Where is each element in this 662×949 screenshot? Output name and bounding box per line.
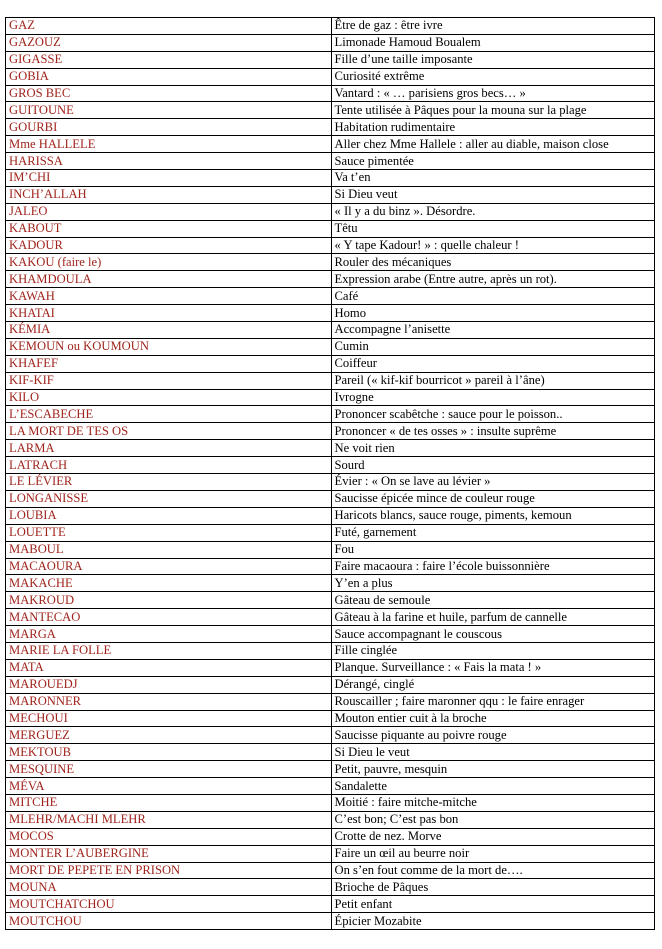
table-row bbox=[6, 254, 655, 271]
term-cell: LOUBIA bbox=[6, 507, 332, 524]
table-row bbox=[6, 288, 655, 305]
term-cell: MARIE LA FOLLE bbox=[6, 642, 332, 659]
definition-cell: Rouler des mécaniques bbox=[331, 254, 655, 271]
table-row bbox=[6, 811, 655, 828]
term-cell: GOURBI bbox=[6, 119, 332, 136]
table-row bbox=[6, 879, 655, 896]
table-row bbox=[6, 693, 655, 710]
term-cell: KAKOU (faire le) bbox=[6, 254, 332, 271]
table-row bbox=[6, 794, 655, 811]
definition-cell: Rouscailler ; faire maronner qqu : le faire enrager bbox=[331, 693, 655, 710]
definition-cell: Fou bbox=[331, 541, 655, 558]
definition-cell: Petit, pauvre, mesquin bbox=[331, 761, 655, 778]
definition-cell: Accompagne l’anisette bbox=[331, 322, 655, 339]
term-cell: GOBIA bbox=[6, 68, 332, 85]
definition-cell: Crotte de nez. Morve bbox=[331, 828, 655, 845]
table-row bbox=[6, 389, 655, 406]
definition-cell: Ivrogne bbox=[331, 389, 655, 406]
table-row bbox=[6, 761, 655, 778]
table-row bbox=[6, 51, 655, 68]
table-row bbox=[6, 322, 655, 339]
term-cell: KADOUR bbox=[6, 237, 332, 254]
definition-cell: C’est bon; C’est pas bon bbox=[331, 811, 655, 828]
definition-cell: Si Dieu le veut bbox=[331, 744, 655, 761]
term-cell: KÉMIA bbox=[6, 322, 332, 339]
term-cell: KAWAH bbox=[6, 288, 332, 305]
table-row bbox=[6, 355, 655, 372]
table-row bbox=[6, 119, 655, 136]
definition-cell: Faire macaoura : faire l’école buissonnière bbox=[331, 558, 655, 575]
table-row bbox=[6, 507, 655, 524]
table-row bbox=[6, 862, 655, 879]
term-cell: MAKACHE bbox=[6, 575, 332, 592]
definition-cell: Faire un œil au beurre noir bbox=[331, 845, 655, 862]
table-row bbox=[6, 220, 655, 237]
term-cell: GIGASSE bbox=[6, 51, 332, 68]
table-row bbox=[6, 609, 655, 626]
term-cell: KABOUT bbox=[6, 220, 332, 237]
term-cell: KIF-KIF bbox=[6, 372, 332, 389]
table-row bbox=[6, 626, 655, 643]
table-row bbox=[6, 237, 655, 254]
definition-cell: Futé, garnement bbox=[331, 524, 655, 541]
term-cell: MARGA bbox=[6, 626, 332, 643]
term-cell: LONGANISSE bbox=[6, 490, 332, 507]
table-row bbox=[6, 34, 655, 51]
definition-cell: Prononcer scabêtche : sauce pour le poisson.. bbox=[331, 406, 655, 423]
definition-cell: Brioche de Pâques bbox=[331, 879, 655, 896]
glossary-body bbox=[6, 18, 655, 930]
table-row bbox=[6, 406, 655, 423]
table-row bbox=[6, 744, 655, 761]
definition-cell: Épicier Mozabite bbox=[331, 913, 655, 930]
definition-cell: Café bbox=[331, 288, 655, 305]
definition-cell: On s’en fout comme de la mort de…. bbox=[331, 862, 655, 879]
definition-cell: Pareil (« kif-kif bourricot » pareil à l’âne) bbox=[331, 372, 655, 389]
table-row bbox=[6, 474, 655, 491]
table-row bbox=[6, 186, 655, 203]
table-row bbox=[6, 440, 655, 457]
term-cell: MARONNER bbox=[6, 693, 332, 710]
term-cell: GROS BEC bbox=[6, 85, 332, 102]
definition-cell: Haricots blancs, sauce rouge, piments, kemoun bbox=[331, 507, 655, 524]
term-cell: MOCOS bbox=[6, 828, 332, 845]
term-cell: LATRACH bbox=[6, 457, 332, 474]
table-row bbox=[6, 423, 655, 440]
definition-cell: Prononcer « de tes osses » : insulte suprême bbox=[331, 423, 655, 440]
table-row bbox=[6, 913, 655, 930]
term-cell: MAKROUD bbox=[6, 592, 332, 609]
term-cell: MORT DE PEPETE EN PRISON bbox=[6, 862, 332, 879]
term-cell: GUITOUNE bbox=[6, 102, 332, 119]
term-cell: KILO bbox=[6, 389, 332, 406]
definition-cell: Curiosité extrême bbox=[331, 68, 655, 85]
table-row bbox=[6, 305, 655, 322]
definition-cell: Habitation rudimentaire bbox=[331, 119, 655, 136]
definition-cell: Fille cinglée bbox=[331, 642, 655, 659]
term-cell: GAZ bbox=[6, 18, 332, 35]
definition-cell: Être de gaz : être ivre bbox=[331, 18, 655, 35]
definition-cell: Tente utilisée à Pâques pour la mouna sur la plage bbox=[331, 102, 655, 119]
term-cell: INCH’ALLAH bbox=[6, 186, 332, 203]
term-cell: KHAMDOULA bbox=[6, 271, 332, 288]
table-row bbox=[6, 170, 655, 187]
term-cell: MERGUEZ bbox=[6, 727, 332, 744]
table-row bbox=[6, 203, 655, 220]
table-row bbox=[6, 457, 655, 474]
definition-cell: Vantard : « … parisiens gros becs… » bbox=[331, 85, 655, 102]
definition-cell: Planque. Surveillance : « Fais la mata ! » bbox=[331, 659, 655, 676]
definition-cell: Expression arabe (Entre autre, après un rot). bbox=[331, 271, 655, 288]
term-cell: MEKTOUB bbox=[6, 744, 332, 761]
table-row bbox=[6, 271, 655, 288]
definition-cell: Dérangé, cinglé bbox=[331, 676, 655, 693]
term-cell: Mme HALLELE bbox=[6, 136, 332, 153]
definition-cell: Limonade Hamoud Boualem bbox=[331, 34, 655, 51]
definition-cell: Saucisse épicée mince de couleur rouge bbox=[331, 490, 655, 507]
table-row bbox=[6, 845, 655, 862]
term-cell: MOUTCHOU bbox=[6, 913, 332, 930]
definition-cell: Gâteau à la farine et huile, parfum de cannelle bbox=[331, 609, 655, 626]
table-row bbox=[6, 541, 655, 558]
definition-cell: Sauce accompagnant le couscous bbox=[331, 626, 655, 643]
definition-cell: Y’en a plus bbox=[331, 575, 655, 592]
term-cell: IM’CHI bbox=[6, 170, 332, 187]
term-cell: LE LÉVIER bbox=[6, 474, 332, 491]
table-row bbox=[6, 136, 655, 153]
definition-cell: Mouton entier cuit à la broche bbox=[331, 710, 655, 727]
definition-cell: « Il y a du binz ». Désordre. bbox=[331, 203, 655, 220]
term-cell: GAZOUZ bbox=[6, 34, 332, 51]
definition-cell: Sourd bbox=[331, 457, 655, 474]
term-cell: LA MORT DE TES OS bbox=[6, 423, 332, 440]
definition-cell: Moitié : faire mitche-mitche bbox=[331, 794, 655, 811]
table-row bbox=[6, 828, 655, 845]
table-row bbox=[6, 85, 655, 102]
definition-cell: Va t’en bbox=[331, 170, 655, 187]
table-row bbox=[6, 642, 655, 659]
term-cell: KHATAI bbox=[6, 305, 332, 322]
definition-cell: Aller chez Mme Hallele : aller au diable, maison close bbox=[331, 136, 655, 153]
definition-cell: Sauce pimentée bbox=[331, 153, 655, 170]
table-row bbox=[6, 592, 655, 609]
term-cell: L’ESCABECHE bbox=[6, 406, 332, 423]
definition-cell: « Y tape Kadour! » : quelle chaleur ! bbox=[331, 237, 655, 254]
table-row bbox=[6, 659, 655, 676]
term-cell: JALEO bbox=[6, 203, 332, 220]
table-row bbox=[6, 575, 655, 592]
definition-cell: Coiffeur bbox=[331, 355, 655, 372]
table-row bbox=[6, 372, 655, 389]
definition-cell: Têtu bbox=[331, 220, 655, 237]
term-cell: LARMA bbox=[6, 440, 332, 457]
term-cell: MECHOUI bbox=[6, 710, 332, 727]
term-cell: MONTER L’AUBERGINE bbox=[6, 845, 332, 862]
term-cell: MESQUINE bbox=[6, 761, 332, 778]
term-cell: MANTECAO bbox=[6, 609, 332, 626]
term-cell: MLEHR/MACHI MLEHR bbox=[6, 811, 332, 828]
table-row bbox=[6, 338, 655, 355]
definition-cell: Ne voit rien bbox=[331, 440, 655, 457]
table-row bbox=[6, 18, 655, 35]
table-row bbox=[6, 710, 655, 727]
table-row bbox=[6, 490, 655, 507]
term-cell: MÉVA bbox=[6, 778, 332, 795]
term-cell: MITCHE bbox=[6, 794, 332, 811]
definition-cell: Fille d’une taille imposante bbox=[331, 51, 655, 68]
table-row bbox=[6, 102, 655, 119]
term-cell: KHAFEF bbox=[6, 355, 332, 372]
glossary-table bbox=[5, 17, 655, 930]
table-row bbox=[6, 558, 655, 575]
term-cell: HARISSA bbox=[6, 153, 332, 170]
definition-cell: Sandalette bbox=[331, 778, 655, 795]
definition-cell: Évier : « On se lave au lévier » bbox=[331, 474, 655, 491]
term-cell: MAROUEDJ bbox=[6, 676, 332, 693]
term-cell: MACAOURA bbox=[6, 558, 332, 575]
table-row bbox=[6, 524, 655, 541]
term-cell: MABOUL bbox=[6, 541, 332, 558]
table-row bbox=[6, 778, 655, 795]
table-row bbox=[6, 676, 655, 693]
definition-cell: Saucisse piquante au poivre rouge bbox=[331, 727, 655, 744]
table-row bbox=[6, 727, 655, 744]
definition-cell: Cumin bbox=[331, 338, 655, 355]
definition-cell: Homo bbox=[331, 305, 655, 322]
term-cell: MOUTCHATCHOU bbox=[6, 896, 332, 913]
definition-cell: Petit enfant bbox=[331, 896, 655, 913]
table-row bbox=[6, 68, 655, 85]
definition-cell: Gâteau de semoule bbox=[331, 592, 655, 609]
definition-cell: Si Dieu veut bbox=[331, 186, 655, 203]
term-cell: KEMOUN ou KOUMOUN bbox=[6, 338, 332, 355]
table-row bbox=[6, 153, 655, 170]
term-cell: LOUETTE bbox=[6, 524, 332, 541]
term-cell: MATA bbox=[6, 659, 332, 676]
term-cell: MOUNA bbox=[6, 879, 332, 896]
table-row bbox=[6, 896, 655, 913]
